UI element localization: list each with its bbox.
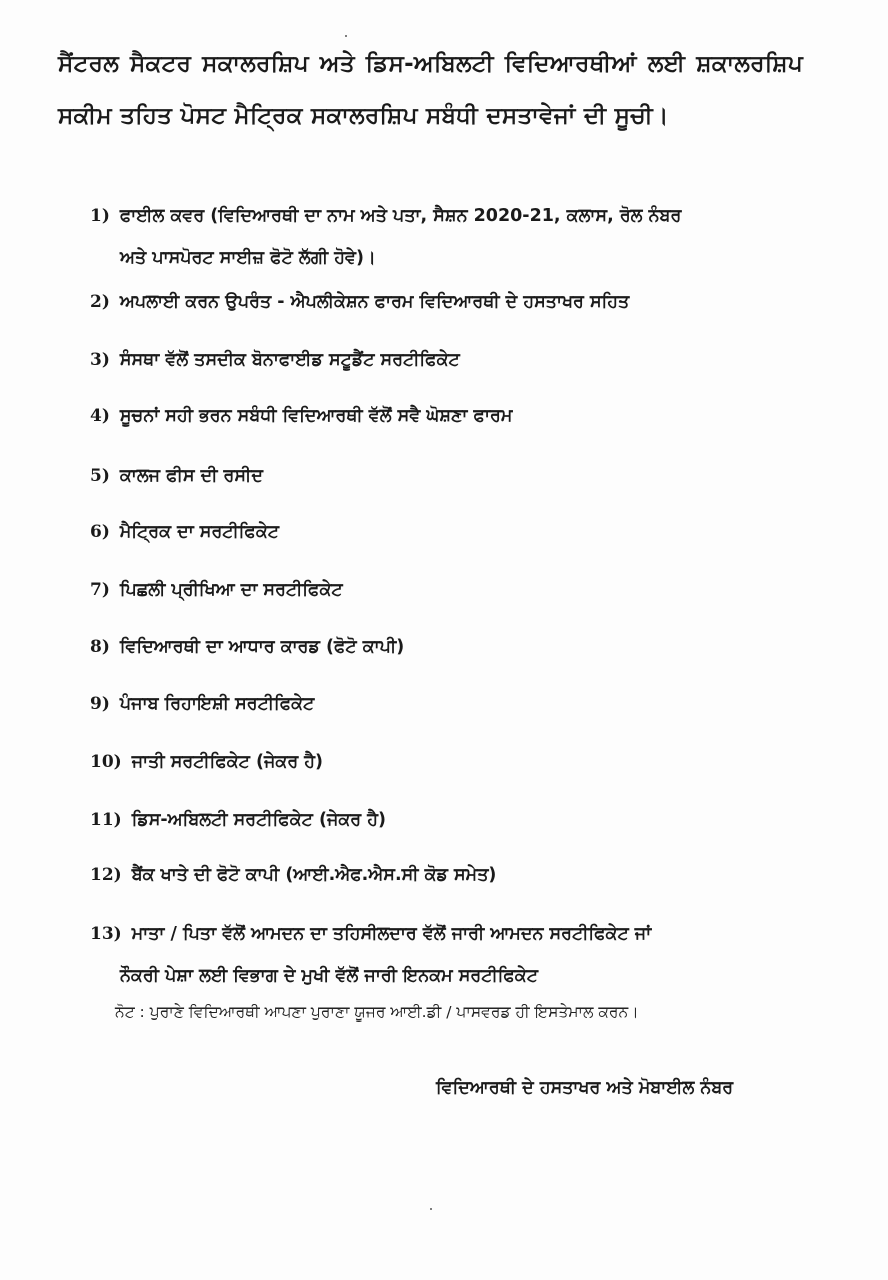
item-number: 13): [90, 924, 122, 944]
list-item: [90, 855, 790, 895]
list-item: [90, 684, 790, 724]
item-text: ਅਪਲਾਈ ਕਰਨ ਉਪਰੰਤ - ਐਪਲੀਕੇਸ਼ਨ ਫਾਰਮ ਵਿਦਿਆਰਥੀ ਦੇ ਹਸਤਾਖਰ ਸਹਿਤ: [119, 292, 630, 312]
item-text: ਜਾਤੀ ਸਰਟੀਫਿਕੇਟ (ਜੇਕਰ ਹੈ): [131, 752, 324, 772]
item-text: ਸੂਚਨਾਂ ਸਹੀ ਭਰਨ ਸਬੰਧੀ ਵਿਦਿਆਰਥੀ ਵੱਲੋਂ ਸਵੈ ਘੋਸ਼ਣਾ ਫਾਰਮ: [119, 406, 513, 426]
list-item: [90, 570, 790, 610]
item-text: ਸੰਸਥਾ ਵੱਲੋਂ ਤਸਦੀਕ ਬੋਨਾਫਾਈਡ ਸਟੂਡੈਂਟ ਸਰਟੀਫਿਕੇਟ: [119, 350, 460, 370]
document-title: ਸੈਂਟਰਲ ਸੈਕਟਰ ਸਕਾਲਰਸ਼ਿਪ ਅਤੇ ਡਿਸ-ਅਬਿਲਟੀ ਵਿਦਿਆਰਥੀਆਂ ਲਈ ਸ਼ਕਾਲਰਸ਼ਿਪ ਸਕੀਮ ਤਹਿਤ ਪੋਸਟ ਮੈਟ੍ਰਿਕ ਸਕਾਲਰਸ਼ਿਪ ਸਬੰਧੀ ਦਸਤਾਵੇਜਾਂ ਦੀ ਸੂਚੀ।: [58, 51, 803, 129]
item-text: ਫਾਈਲ ਕਵਰ (ਵਿਦਿਆਰਥੀ ਦਾ ਨਾਮ ਅਤੇ ਪਤਾ, ਸੈਸ਼ਨ 2020-21, ਕਲਾਸ, ਰੋਲ ਨੰਬਰ: [119, 206, 682, 226]
item-text: ਕਾਲਜ ਫੀਸ ਦੀ ਰਸੀਦ: [119, 466, 263, 486]
list-item: [90, 196, 790, 278]
list-item: [90, 627, 790, 667]
list-item: [90, 914, 790, 996]
item-text: ਪਿਛਲੀ ਪ੍ਰੀਖਿਆ ਦਾ ਸਰਟੀਫਿਕੇਟ: [119, 580, 343, 600]
item-text: ਮਾਤਾ / ਪਿਤਾ ਵੱਲੋਂ ਆਮਦਨ ਦਾ ਤਹਿਸੀਲਦਾਰ ਵੱਲੋਂ ਜਾਰੀ ਆਮਦਨ ਸਰਟੀਫਿਕੇਟ ਜਾਂ: [131, 924, 652, 944]
item-number: 4): [90, 406, 110, 426]
item-text: ਬੈਂਕ ਖਾਤੇ ਦੀ ਫੋਟੋ ਕਾਪੀ (ਆਈ.ਐਫ.ਐਸ.ਸੀ ਕੋਡ ਸਮੇਤ): [131, 865, 497, 885]
note-text: ਨੋਟ : ਪੁਰਾਣੇ ਵਿਦਿਆਰਥੀ ਆਪਣਾ ਪੁਰਾਣਾ ਯੂਜਰ ਆਈ.ਡੀ / ਪਾਸਵਰਡ ਹੀ ਇਸਤੇਮਾਲ ਕਰਨ।: [115, 1003, 639, 1021]
item-text-continuation: ਨੌਕਰੀ ਪੇਸ਼ਾ ਲਈ ਵਿਭਾਗ ਦੇ ਮੁਖੀ ਵੱਲੋਂ ਜਾਰੀ ਇਨਕਮ ਸਰਟੀਫਿਕੇਟ: [120, 966, 538, 986]
list-item: [90, 800, 790, 840]
item-number: 2): [90, 292, 110, 312]
scan-speck: [430, 1208, 432, 1210]
signature-label: ਵਿਦਿਆਰਥੀ ਦੇ ਹਸਤਾਖਰ ਅਤੇ ਮੋਬਾਈਲ ਨੰਬਰ: [436, 1078, 734, 1098]
item-number: 10): [90, 752, 122, 772]
item-number: 6): [90, 522, 110, 542]
item-number: 12): [90, 865, 122, 885]
list-item: [90, 396, 790, 436]
item-number: 5): [90, 466, 110, 486]
list-item: [90, 456, 790, 496]
item-text: ਮੈਟ੍ਰਿਕ ਦਾ ਸਰਟੀਫਿਕੇਟ: [119, 522, 280, 542]
item-text-continuation: ਅਤੇ ਪਾਸਪੋਰਟ ਸਾਈਜ਼ ਫੋਟੋ ਲੱਗੀ ਹੋਵੇ)।: [120, 248, 376, 268]
list-item: [90, 512, 790, 552]
list-item: [90, 282, 790, 322]
scan-speck: [345, 35, 347, 37]
item-number: 7): [90, 580, 110, 600]
item-number: 11): [90, 810, 122, 830]
item-text: ਪੰਜਾਬ ਰਿਹਾਇਸ਼ੀ ਸਰਟੀਫਿਕੇਟ: [119, 694, 315, 714]
list-item: [90, 340, 790, 380]
item-number: 3): [90, 350, 110, 370]
item-text: ਡਿਸ-ਅਬਿਲਟੀ ਸਰਟੀਫਿਕੇਟ (ਜੇਕਰ ਹੈ): [131, 810, 386, 830]
item-number: 9): [90, 694, 110, 714]
item-text: ਵਿਦਿਆਰਥੀ ਦਾ ਆਧਾਰ ਕਾਰਡ (ਫੋਟੋ ਕਾਪੀ): [119, 637, 405, 657]
item-number: 1): [90, 206, 110, 226]
item-number: 8): [90, 637, 110, 657]
list-item: [90, 742, 790, 782]
